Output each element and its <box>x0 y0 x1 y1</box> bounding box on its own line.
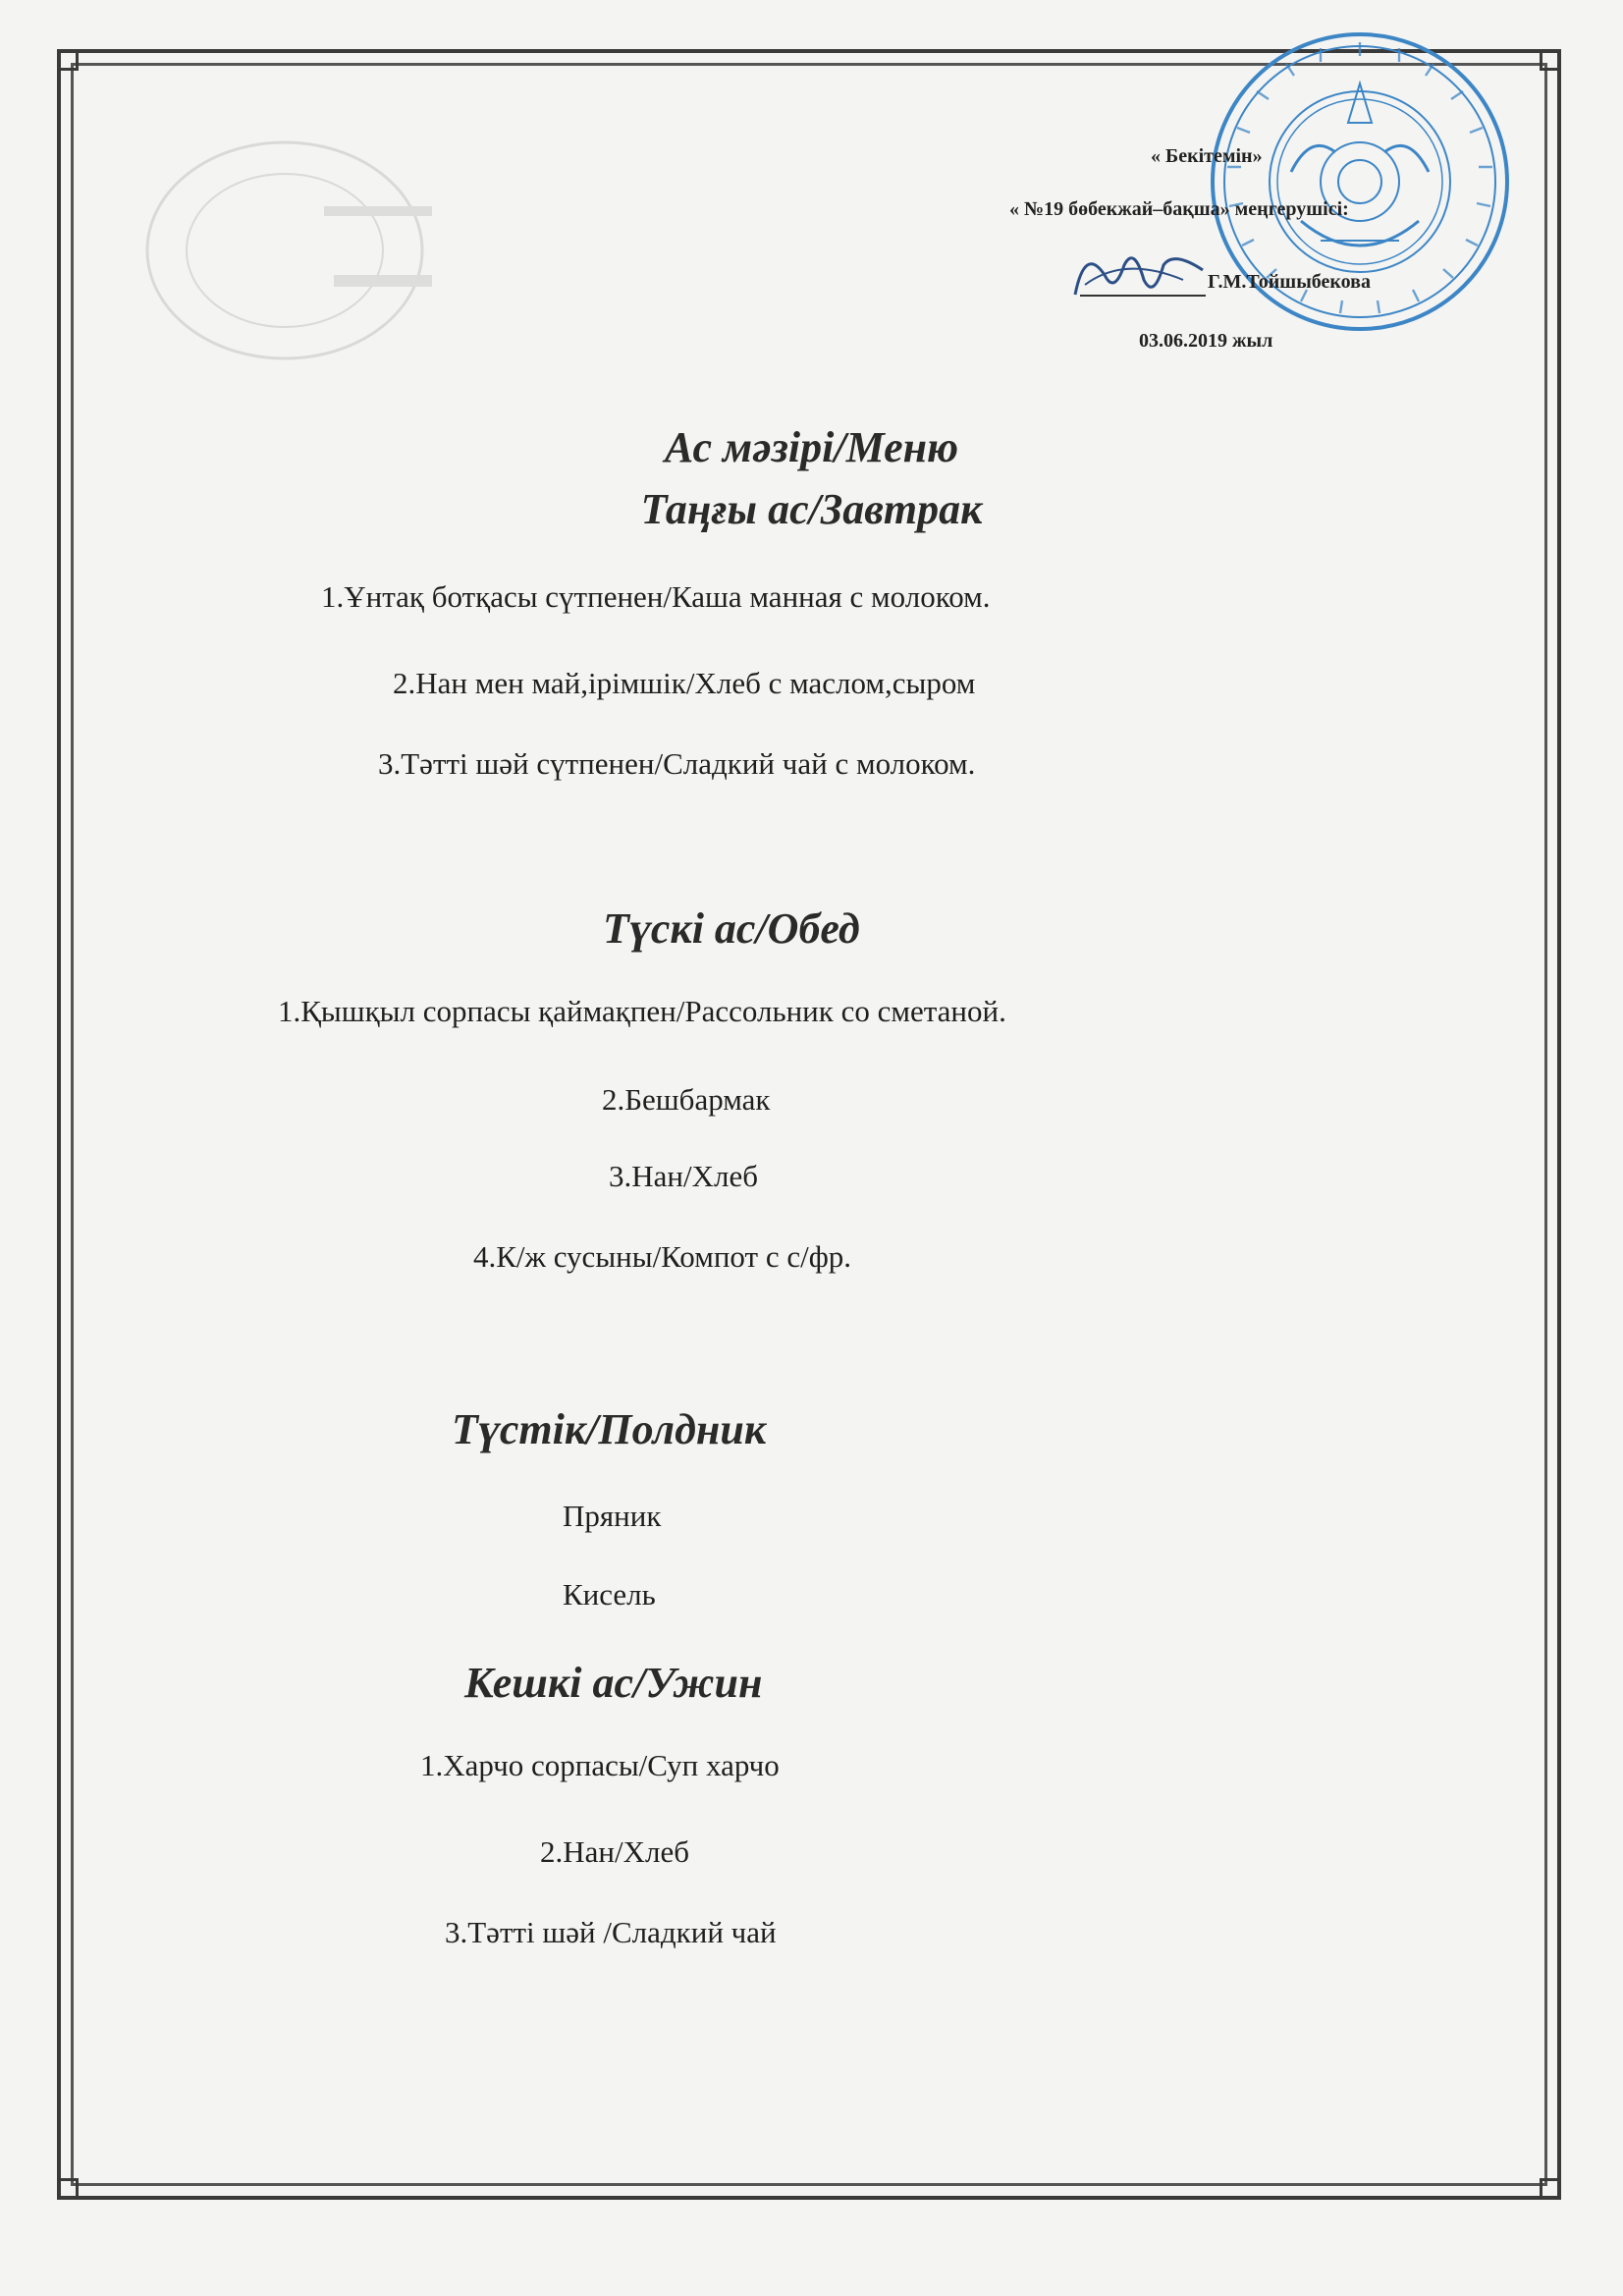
dinner-item: 2.Нан/Хлеб <box>540 1834 689 1869</box>
section-title-dinner: Кешкі ас/Ужин <box>464 1659 763 1707</box>
signature <box>1065 236 1213 314</box>
faint-seal-shadow <box>137 128 432 373</box>
lunch-item: 4.К/ж сусыны/Компот с с/фр. <box>473 1239 852 1274</box>
lunch-item: 2.Бешбармак <box>602 1082 771 1117</box>
page-border-inner <box>71 63 1547 2186</box>
approval-approved: « Бекітемін» <box>1151 145 1263 167</box>
breakfast-item: 3.Тәтті шәй сүтпенен/Сладкий чай с молоком. <box>378 746 976 781</box>
lunch-item: 1.Қышқыл сорпасы қаймақпен/Рассольник со сметаной. <box>278 994 1006 1028</box>
section-title-lunch: Түскі ас/Обед <box>603 904 860 953</box>
lunch-item: 3.Нан/Хлеб <box>609 1159 758 1193</box>
signature-line <box>1080 295 1206 297</box>
dinner-item: 3.Тәтті шәй /Сладкий чай <box>445 1915 777 1949</box>
section-title-breakfast: Таңғы ас/Завтрак <box>640 485 983 533</box>
snack-item: Кисель <box>563 1577 656 1612</box>
snack-item: Пряник <box>563 1499 662 1533</box>
menu-title: Ас мәзірі/Меню <box>664 423 959 471</box>
dinner-item: 1.Харчо сорпасы/Суп харчо <box>420 1748 780 1782</box>
approval-date: 03.06.2019 жыл <box>1139 330 1273 352</box>
approval-kindergarten: « №19 бөбекжай–бақша» меңгерушісі: <box>1009 198 1349 220</box>
frame-corner <box>57 2178 79 2200</box>
frame-corner <box>57 49 79 71</box>
frame-corner <box>1540 49 1561 71</box>
approval-head-name: Г.М.Тойшыбекова <box>1208 271 1371 293</box>
frame-corner <box>1540 2178 1561 2200</box>
section-title-snack: Түстік/Полдник <box>452 1405 767 1453</box>
breakfast-item: 1.Ұнтақ ботқасы сүтпенен/Каша манная с молоком. <box>321 579 991 614</box>
breakfast-item: 2.Нан мен май,ірімшік/Хлеб с маслом,сыром <box>393 666 976 700</box>
